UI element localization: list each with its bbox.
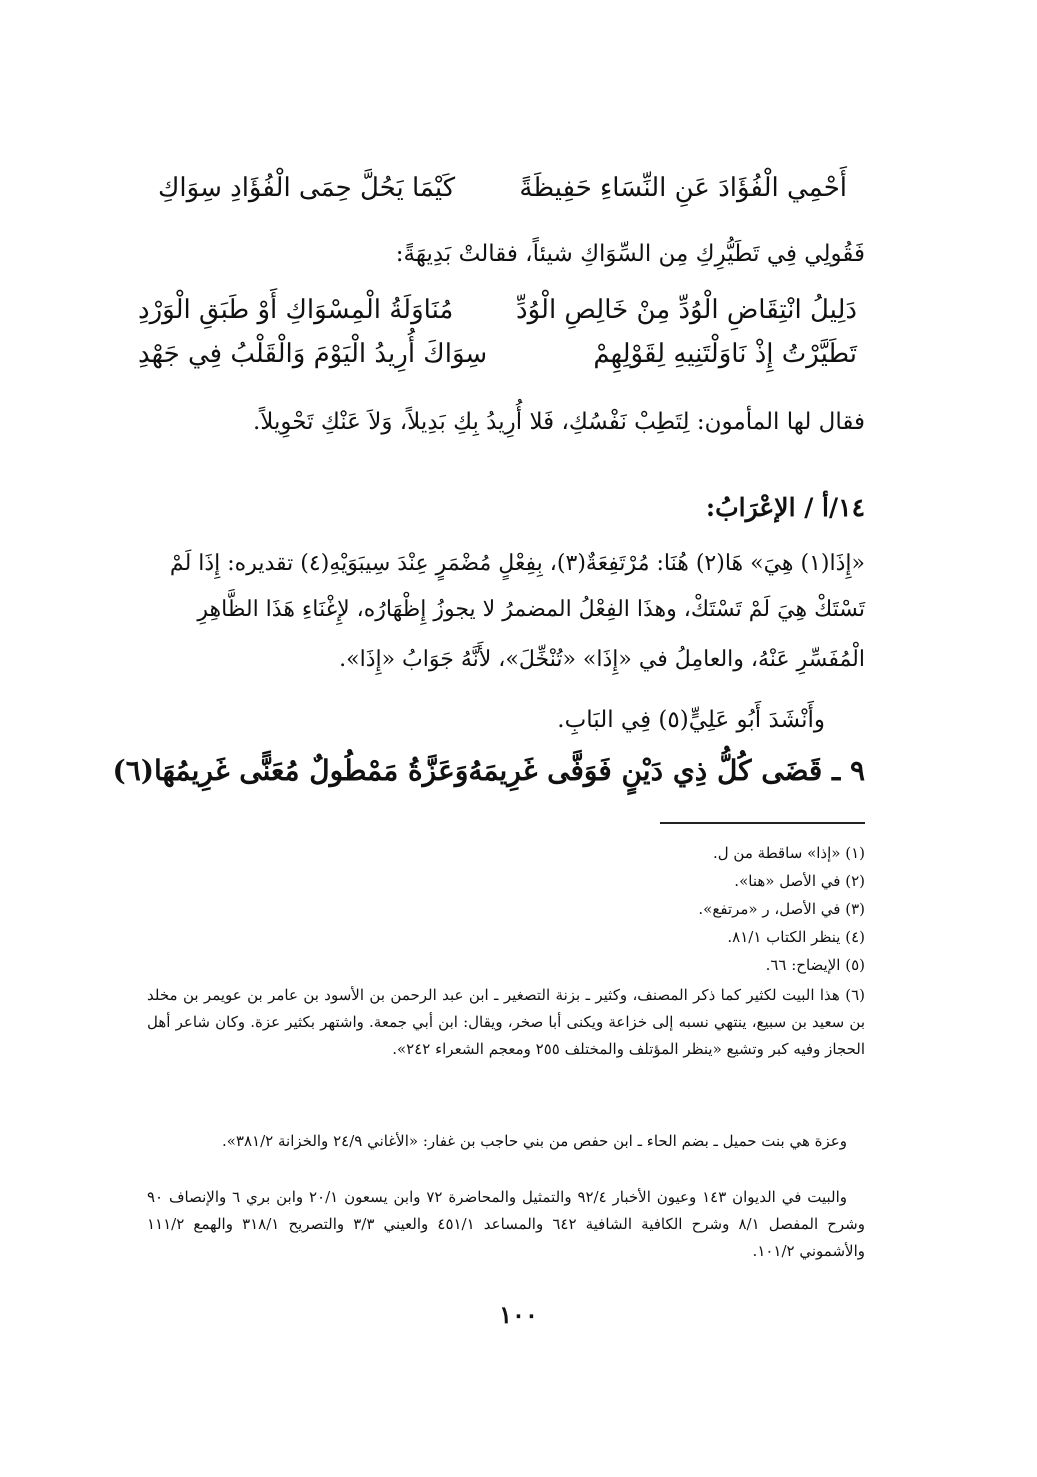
quote-intro: وأَنْشَدَ أَبُو عَلِيٍّ(٥) فِي البَابِ.: [557, 707, 825, 733]
verse-3-hemistich-left: سِوَاكَ أُرِيدُ الْيَوْمَ وَالْقَلْبُ فِي جَهْدِ: [138, 339, 488, 369]
footnote-5: (٥) الإيضاح: ٦٦.: [765, 956, 865, 974]
page-number: ١٠٠: [499, 1300, 538, 1329]
verse-3-hemistich-right: تَطَيَّرْتُ إِذْ نَاوَلْتَنِيهِ لِقَوْلِهِمْ: [593, 339, 857, 369]
verse-1-hemistich-left: كَيْمَا يَحُلَّ حِمَى الْفُؤَادِ سِوَاكِ: [158, 173, 456, 203]
verse-3: [138, 334, 857, 374]
footnote-2: (٢) في الأصل «هنا».: [734, 872, 865, 890]
verse-2-hemistich-left: مُنَاوَلَةُ الْمِسْوَاكِ أَوْ طَبَقِ الْوَرْدِ: [138, 295, 454, 325]
verse-2-hemistich-right: دَلِيلُ انْتِقَاضِ الْوُدِّ مِنْ خَالِصِ الْوُدِّ: [516, 295, 857, 325]
footnote-6-continued: وعزة هي بنت حميل ـ بضم الحاء ـ ابن حفص من بني حاجب بن غفار: «الأغاني ٢٤/٩ والخزانة ٣٨١/٢».: [221, 1132, 847, 1150]
prose-line-2: فقال لها المأمون: لِتَطِبْ نَفْسُكِ، فَلا أُرِيدُ بِكِ بَدِيلاً، وَلاَ عَنْكِ تَحْوِيلاً.: [252, 409, 865, 435]
verse-9-hemistich-left: وَعَزَّةُ مَمْطُولٌ مُعَنًّى غَرِيمُهَا(٦): [112, 754, 469, 787]
verse-1-hemistich-right: أَحْمِي الْفُؤَادَ عَنِ النِّسَاءِ حَفِيظَةً: [519, 173, 847, 203]
verse-1: [158, 168, 847, 208]
verse-9-hemistich-right: ٩ ـ قَضَى كُلُّ ذِي دَيْنٍ فَوَفَّى غَرِيمَهُ: [468, 754, 865, 787]
prose-line-1: فَقُولِي فِي تَطَيُّرِكِ مِن السِّوَاكِ شيئاً، فقالتْ بَدِيهَةً:: [395, 241, 865, 267]
verse-2: [138, 290, 857, 330]
verse-9: [112, 748, 865, 794]
paragraph-line: «إِذَا(١) هِيَ» هَا(٢) هُنَا: مُرْتَفِعَةٌ(٣)، بِفِعْلٍ مُضْمَرٍ عِنْدَ سِيبَوَيْهِ(٤) تقديره: إِذَا لَمْ: [169, 551, 865, 576]
footnote-4: (٤) ينظر الكتاب ٨١/١.: [727, 928, 865, 946]
footnote-separator: [660, 822, 865, 824]
paragraph-line: تَسْتَكْ هِيَ لَمْ تَسْتَكْ، وهذَا الفِعْلُ المضمرُ لا يجوزُ إِظْهَارُه، لإِغْنَاءِ هَذَا الظَّاهِرِ: [197, 597, 865, 622]
paragraph-line: الْمُفَسِّرِ عَنْهُ، والعامِلُ في «إِذَا» «تُنْخِّلَ»، لأَنَّهُ جَوَابُ «إِذَا».: [339, 647, 865, 672]
footnote-3: (٣) في الأصل، ر «مرتفع».: [698, 900, 865, 918]
section-heading: ١٤/أ / الإعْرَابُ:: [705, 493, 865, 522]
footnote-6-sources: والبيت في الديوان ١٤٣ وعيون الأخبار ٩٢/٤ والتمثيل والمحاضرة ٧٢ وابن يسعون ٢٠/١ وابن بري ٦ والإنصاف ٩٠ وشرح المفصل ٨/١ وشرح الكافية الشافية ٦٤٢ والمساعد ٤٥١/١ والعيني ٣/٣ والتصريح ٣١٨/١ والهمع ١١١/٢ والأشموني ١٠١/٢.: [147, 1188, 865, 1260]
footnote-6: (٦) هذا البيت لكثير كما ذكر المصنف، وكثير ـ بزنة التصغير ـ ابن عبد الرحمن بن الأسود بن عامر بن عويمر بن مخلد بن سعيد بن سبيع، ينتهي نسبه إلى خزاعة ويكنى أبا صخر، ويقال: ابن أبي جمعة. واشتهر بكثير عزة. وكان شاعر أهل الحجاز وفيه كبر وتشيع «ينظر المؤتلف والمختلف ٢٥٥ ومعجم الشعراء ٢٤٢».: [147, 986, 865, 1058]
footnote-1: (١) «إذا» ساقطة من ل.: [713, 844, 865, 862]
